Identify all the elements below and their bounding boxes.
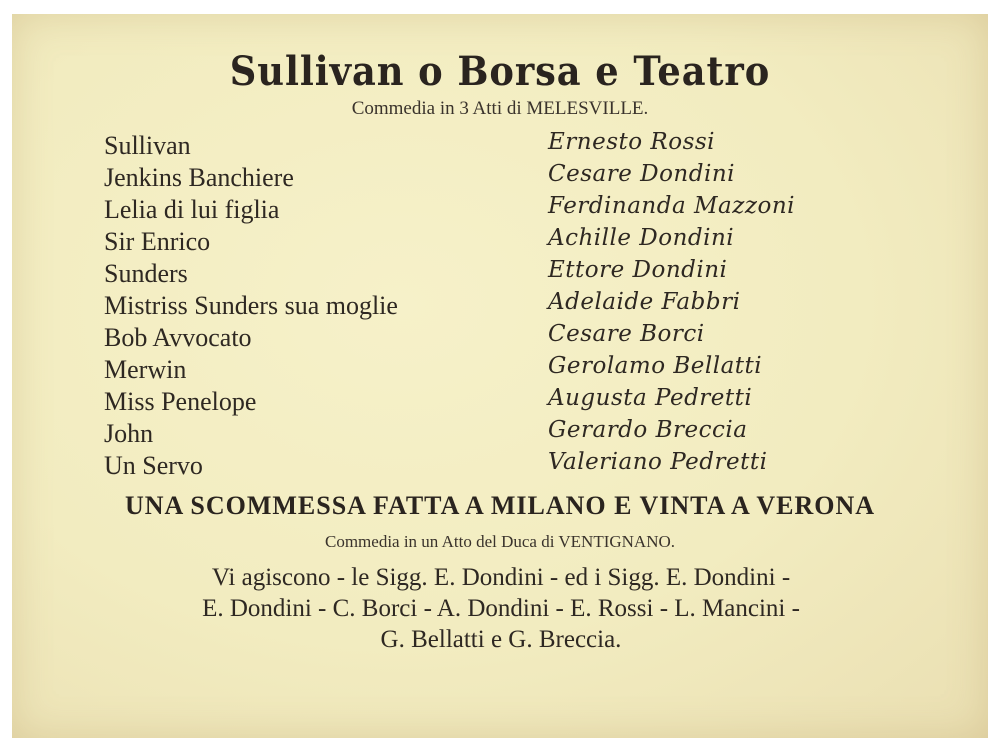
actor-name: Adelaide Fabbri — [548, 289, 741, 315]
cast-line: G. Bellatti e G. Breccia. — [380, 626, 622, 653]
role-name: Lelia di lui figlia — [104, 195, 280, 224]
play-title: Sullivan o Borsa e Teatro — [229, 48, 771, 95]
actor-name: Cesare Dondini — [548, 161, 735, 187]
role-name: Sunders — [104, 259, 188, 288]
actor-name: Ferdinanda Mazzoni — [548, 193, 795, 219]
second-play-cast — [76, 562, 926, 655]
role-name: Mistriss Sunders sua moglie — [104, 291, 398, 320]
second-play-subtitle: Commedia in un Atto del Duca di VENTIGNANO. — [324, 532, 676, 551]
actor-name: Augusta Pedretti — [548, 385, 753, 411]
role-name: Jenkins Banchiere — [104, 163, 294, 192]
role-name: Un Servo — [104, 451, 203, 480]
second-play-title: UNA SCOMMESSA FATTA A MILANO E VINTA A VERONA — [124, 491, 876, 520]
actor-name: Cesare Borci — [548, 321, 705, 347]
role-name: John — [104, 419, 154, 448]
role-name: Sir Enrico — [104, 227, 211, 256]
actor-name: Gerardo Breccia — [548, 417, 748, 443]
actor-name: Ettore Dondini — [548, 257, 728, 283]
actor-name: Achille Dondini — [548, 225, 735, 251]
role-name: Bob Avvocato — [104, 323, 252, 352]
roles-column — [104, 130, 524, 482]
actor-name: Valeriano Pedretti — [548, 449, 768, 475]
role-name: Sullivan — [104, 131, 191, 160]
cast-line: Vi agiscono - le Sigg. E. Dondini - ed i Sigg. E. Dondini - — [211, 564, 791, 591]
role-name: Merwin — [104, 355, 187, 384]
playbill-sheet — [12, 14, 988, 738]
role-name: Miss Penelope — [104, 387, 257, 416]
play-subtitle: Commedia in 3 Atti di MELESVILLE. — [351, 98, 649, 119]
cast-line: E. Dondini - C. Borci - A. Dondini - E. Rossi - L. Mancini - — [202, 595, 800, 622]
actor-name: Gerolamo Bellatti — [548, 353, 763, 379]
actor-name: Ernesto Rossi — [548, 129, 716, 155]
actors-column — [548, 126, 968, 478]
